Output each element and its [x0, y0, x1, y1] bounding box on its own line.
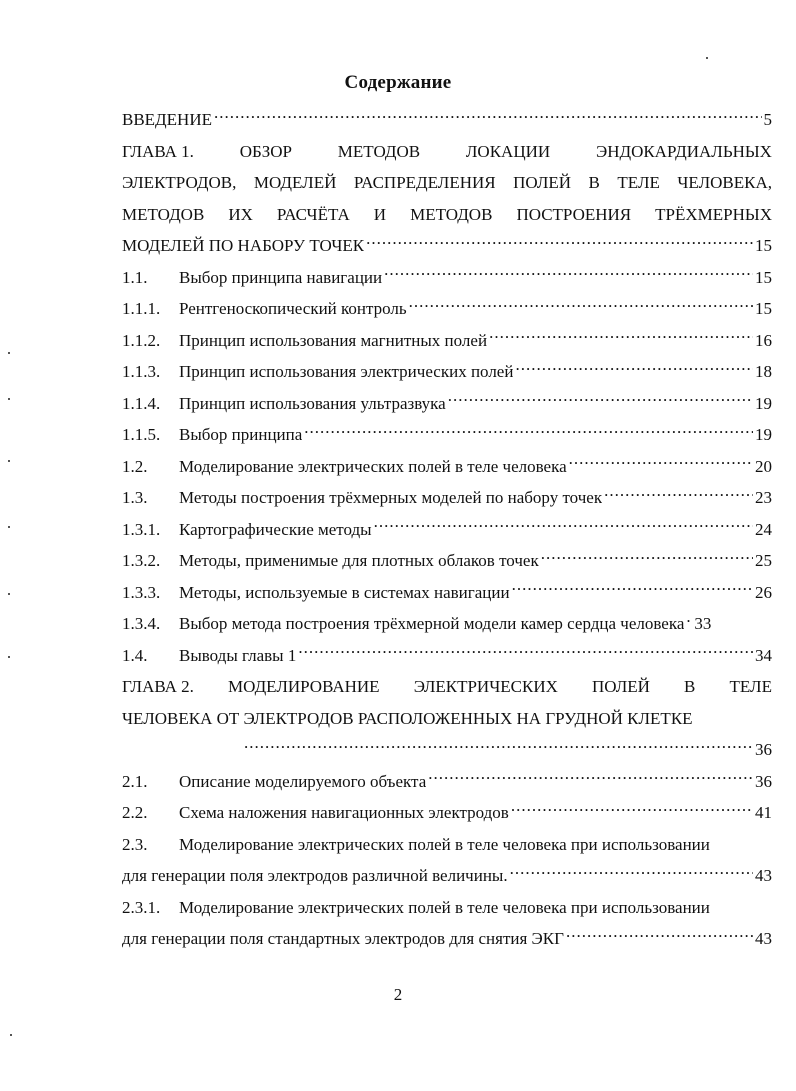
toc-chapter-2-line-1	[122, 671, 772, 703]
toc-entry-text: для генерации поля электродов различной величины.	[122, 866, 508, 885]
dot-leader	[366, 234, 753, 251]
toc-page-number: 23	[755, 488, 772, 507]
toc-entry-text: Рентгеноскопический контроль	[179, 299, 407, 318]
section-number: 1.3.4.	[122, 614, 161, 633]
section-number: 1.2.	[122, 456, 148, 476]
toc-entry-2-3-1-line-2	[122, 923, 772, 955]
section-number: 1.1.	[122, 267, 148, 287]
toc-entry-text: Принцип использования магнитных полей	[179, 330, 488, 350]
toc-entry-text: Принцип использования электрических полей	[179, 362, 514, 381]
chapter-title-word: МЕТОДОВ	[337, 141, 421, 161]
toc-entry-1-3	[122, 482, 772, 514]
dot-leader	[428, 770, 753, 787]
section-number: 1.1.2.	[122, 330, 161, 350]
toc-page-number: 25	[755, 551, 772, 570]
toc-entry-text: Схема наложения навигационных электродов	[179, 803, 509, 822]
chapter-number: ГЛАВА 2.	[122, 677, 194, 696]
chapter-title-word: ЭЛЕКТРИЧЕСКИХ	[413, 677, 558, 696]
toc-page-number: 19	[755, 393, 772, 413]
section-number: 2.3.1.	[122, 897, 161, 917]
chapter-title-word: ОБЗОР	[239, 141, 292, 161]
dot-leader	[511, 801, 753, 818]
page-number: 2	[393, 985, 403, 1004]
toc-page-number: 15	[755, 267, 772, 287]
toc-chapter-1-line-4	[122, 230, 772, 262]
toc-entry-text: Методы, применимые для плотных облаков точек	[179, 551, 539, 570]
chapter-title-word: МОДЕЛИРОВАНИЕ	[228, 677, 380, 696]
chapter-number: ГЛАВА 1.	[122, 141, 194, 161]
chapter-title-word: ЭНДОКАРДИАЛЬНЫХ	[595, 141, 772, 161]
toc-page-number: 26	[755, 582, 772, 602]
toc-page-number: 43	[755, 866, 772, 885]
section-number: 2.2.	[122, 803, 148, 822]
toc-entry-1-2	[122, 451, 772, 483]
toc-entry-2-3-1-line-1	[122, 892, 772, 924]
scan-speck	[8, 526, 10, 528]
toc-entry-text: ВВЕДЕНИЕ	[122, 110, 212, 129]
toc-page-number: 18	[755, 362, 772, 381]
toc-entry-1-4	[122, 640, 772, 672]
toc-chapter-2-line-2: ЧЕЛОВЕКА ОТ ЭЛЕКТРОДОВ РАСПОЛОЖЕННЫХ НА ГРУДНОЙ КЛЕТКЕ	[122, 708, 693, 728]
chapter-title-word: ЛОКАЦИИ	[465, 141, 551, 161]
toc-entry-text: МОДЕЛЕЙ ПО НАБОРУ ТОЧЕК	[122, 236, 365, 255]
section-number: 1.3.1.	[122, 519, 161, 539]
toc-entry-text: Описание моделируемого объекта	[179, 771, 427, 791]
scan-speck	[8, 593, 10, 595]
toc-page-number: 43	[755, 929, 772, 948]
dot-leader	[214, 108, 762, 125]
toc-entry-text: Моделирование электрических полей в теле человека при использовании	[179, 897, 710, 917]
page-title: Содержание	[344, 72, 452, 93]
toc-page-number: 36	[755, 740, 772, 759]
toc-entry-1-3-3	[122, 577, 772, 609]
toc-page-number: 41	[755, 803, 772, 822]
dot-leader	[510, 864, 753, 881]
toc-chapter-1-line-1	[122, 136, 772, 168]
toc-entry-text: Методы, используемые в системах навигации	[179, 582, 510, 602]
dot-leader	[686, 612, 692, 629]
scan-speck	[8, 352, 10, 354]
dot-leader	[448, 392, 753, 409]
section-number: 1.1.3.	[122, 362, 161, 381]
section-number: 2.3.	[122, 834, 148, 854]
dot-leader	[298, 644, 753, 661]
toc-page-number: 34	[755, 645, 772, 665]
toc-entry-1-3-1	[122, 514, 772, 546]
dot-leader	[541, 549, 753, 566]
toc-entry-1-1-1	[122, 293, 772, 325]
toc-entry-1-1-3	[122, 356, 772, 388]
section-number: 1.3.3.	[122, 582, 161, 602]
dot-leader	[489, 329, 753, 346]
section-number: 1.1.4.	[122, 393, 161, 413]
dot-leader	[409, 297, 753, 314]
toc-page-number: 5	[763, 110, 772, 129]
toc-entry-1-1-4	[122, 388, 772, 420]
toc-entry-text: Выбор принципа	[179, 425, 303, 444]
toc-entry-1-1-5	[122, 419, 772, 451]
dot-leader	[512, 581, 753, 598]
toc-entry-intro	[122, 104, 772, 136]
dot-leader	[384, 266, 753, 283]
dot-leader	[569, 455, 753, 472]
table-of-contents	[122, 104, 772, 955]
section-number: 1.1.5.	[122, 425, 161, 444]
toc-entry-2-2	[122, 797, 772, 829]
toc-entry-text: для генерации поля стандартных электродов для снятия ЭКГ	[122, 929, 564, 948]
chapter-title-word: ПОЛЕЙ	[592, 677, 650, 696]
toc-entry-1-3-2	[122, 545, 772, 577]
toc-entry-text: Выводы главы 1	[179, 645, 297, 665]
toc-entry-text: Выбор метода построения трёхмерной модели камер сердца человека	[179, 614, 685, 633]
toc-entry-2-1	[122, 766, 772, 798]
dot-leader	[604, 486, 753, 503]
dot-leader	[515, 360, 753, 377]
section-number: 1.1.1.	[122, 299, 161, 318]
chapter-title-word: ТЕЛЕ	[729, 677, 772, 696]
toc-chapter-1-line-3: МЕТОДОВ ИХ РАСЧЁТА И МЕТОДОВ ПОСТРОЕНИЯ ТРЁХМЕРНЫХ	[122, 204, 772, 224]
section-number: 1.3.2.	[122, 551, 161, 570]
toc-entry-text: Выбор принципа навигации	[179, 267, 383, 287]
toc-chapter-2-page-line	[122, 734, 772, 766]
scan-speck	[8, 398, 10, 400]
toc-entry-text: Моделирование электрических полей в теле человека	[179, 456, 567, 476]
dot-leader	[374, 518, 753, 535]
toc-page-number: 16	[755, 330, 772, 350]
dot-leader	[566, 927, 753, 944]
toc-entry-1-3-4	[122, 608, 772, 640]
toc-entry-text: Принцип использования ультразвука	[179, 393, 446, 413]
toc-page-number: 19	[755, 425, 772, 444]
toc-page-number: 20	[755, 456, 772, 476]
toc-entry-text: Картографические методы	[179, 519, 372, 539]
scan-speck	[8, 656, 10, 658]
toc-entry-text: Методы построения трёхмерных моделей по набору точек	[179, 488, 603, 507]
section-number: 1.4.	[122, 645, 148, 665]
dot-leader	[304, 423, 753, 440]
section-number: 2.1.	[122, 771, 148, 791]
toc-page-number: 15	[755, 299, 772, 318]
toc-entry-text: Моделирование электрических полей в теле человека при использовании	[179, 834, 710, 854]
toc-chapter-1-line-2: ЭЛЕКТРОДОВ, МОДЕЛЕЙ РАСПРЕДЕЛЕНИЯ ПОЛЕЙ В ТЕЛЕ ЧЕЛОВЕКА,	[122, 173, 772, 192]
toc-entry-1-1-2	[122, 325, 772, 357]
scan-speck	[706, 57, 708, 59]
toc-entry-1-1	[122, 262, 772, 294]
toc-page-number: 24	[755, 519, 772, 539]
toc-page-number: 15	[755, 236, 772, 255]
scan-speck	[8, 460, 10, 462]
toc-page-number: 36	[755, 771, 772, 791]
toc-entry-2-3-line-2	[122, 860, 772, 892]
chapter-title-word: В	[684, 677, 696, 696]
scan-speck	[10, 1034, 12, 1036]
toc-entry-2-3-line-1	[122, 829, 772, 861]
dot-leader	[244, 738, 753, 755]
toc-page-number: 33	[694, 614, 712, 633]
section-number: 1.3.	[122, 488, 148, 507]
